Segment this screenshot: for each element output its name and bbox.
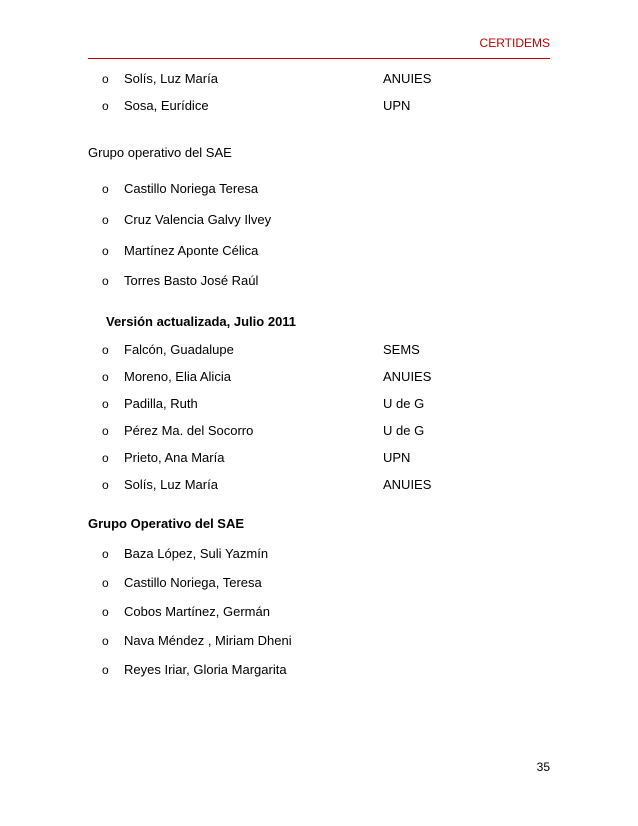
bullet-icon: o [102,397,109,411]
member-name: Moreno, Elia Alicia [124,369,231,384]
list-item [102,273,383,289]
list-item [102,575,383,591]
list-item [102,71,431,87]
member-org: U de G [383,396,425,411]
list-item [102,369,431,385]
member-name: Sosa, Eurídice [124,98,209,113]
bullet-icon: o [102,547,109,561]
list-item [102,423,424,439]
list-item [102,450,410,466]
member-name: Reyes Iriar, Gloria Margarita [124,662,287,677]
list-item [102,181,383,197]
bullet-icon: o [102,605,109,619]
member-org: UPN [383,98,411,113]
bullet-icon: o [102,370,109,384]
member-name: Castillo Noriega Teresa [124,181,259,196]
member-name: Castillo Noriega, Teresa [124,575,262,590]
section-heading: Grupo operativo del SAE [88,145,232,160]
list-item [102,212,383,228]
header-rule [88,58,550,59]
bullet-icon: o [102,634,109,648]
list-item [102,662,383,678]
list-item [102,633,383,649]
bullet-icon: o [102,182,109,196]
member-name: Torres Basto José Raúl [124,273,259,288]
running-header: CERTIDEMS [479,36,550,50]
member-name: Cobos Martínez, Germán [124,604,270,619]
list-item [102,546,383,562]
member-name: Martínez Aponte Célica [124,243,259,258]
member-name: Pérez Ma. del Socorro [124,423,254,438]
member-org: SEMS [383,342,420,357]
bullet-icon: o [102,274,109,288]
section-heading: Versión actualizada, Julio 2011 [106,314,297,329]
member-name: Nava Méndez , Miriam Dheni [124,633,292,648]
list-item [102,342,420,358]
bullet-icon: o [102,343,109,357]
list-item [102,604,383,620]
member-name: Falcón, Guadalupe [124,342,234,357]
bullet-icon: o [102,72,109,86]
section-heading: Grupo Operativo del SAE [88,516,245,531]
bullet-icon: o [102,451,109,465]
bullet-icon: o [102,576,109,590]
member-org: UPN [383,450,411,465]
member-name: Solís, Luz María [124,71,218,86]
list-item [102,98,410,114]
member-org: ANUIES [383,71,432,86]
member-org: ANUIES [383,369,432,384]
member-name: Solís, Luz María [124,477,218,492]
bullet-icon: o [102,99,109,113]
list-item [102,243,383,259]
bullet-icon: o [102,663,109,677]
bullet-icon: o [102,244,109,258]
bullet-icon: o [102,478,109,492]
member-name: Padilla, Ruth [124,396,198,411]
member-name: Cruz Valencia Galvy Ilvey [124,212,272,227]
page-number: 35 [536,760,550,774]
bullet-icon: o [102,213,109,227]
member-name: Prieto, Ana María [124,450,225,465]
list-item [102,396,424,412]
member-org: U de G [383,423,425,438]
member-name: Baza López, Suli Yazmín [124,546,269,561]
list-item [102,477,431,493]
member-org: ANUIES [383,477,432,492]
bullet-icon: o [102,424,109,438]
